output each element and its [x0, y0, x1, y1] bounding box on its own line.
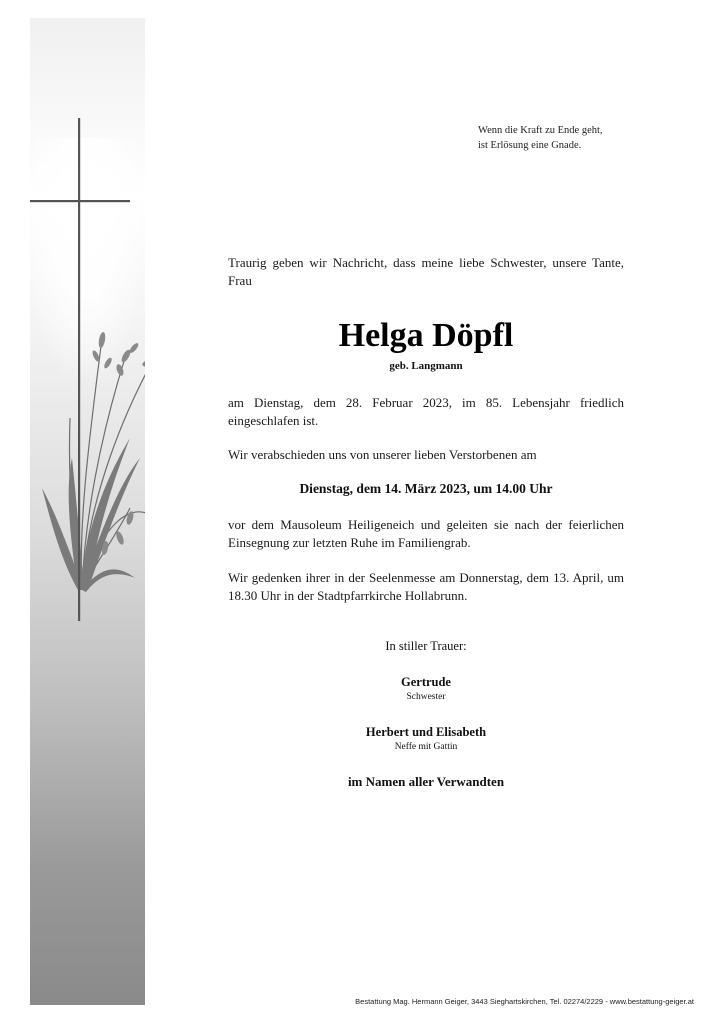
motto	[478, 123, 678, 153]
mourner-relation: Neffe mit Gattin	[394, 742, 458, 752]
maiden-name: geb. Langmann	[389, 360, 463, 372]
motto-line-2: ist Erlösung eine Gnade.	[478, 140, 582, 151]
relatives-line: im Namen aller Verwandten	[347, 774, 505, 789]
ceremony-text: vor dem Mausoleum Heiligeneich und geleiten sie nach der feierlichen Einsegnung zur letzten Ruhe im Familiengrab.	[228, 517, 624, 550]
grass-icon	[42, 332, 145, 592]
cross-icon	[30, 18, 145, 1005]
funeral-date: Dienstag, dem 14. März 2023, um 14.00 Uhr	[299, 481, 553, 496]
death-notice-text: am Dienstag, dem 28. Februar 2023, im 85. Lebensjahr friedlich eingeschlafen ist.	[228, 395, 624, 428]
deceased-name: Helga Döpfl	[338, 317, 514, 354]
mourner-name: Herbert und Elisabeth	[365, 725, 487, 739]
mourning-label: In stiller Trauer:	[385, 639, 467, 653]
decorative-side-band	[30, 18, 145, 1005]
footer-imprint: Bestattung Mag. Hermann Geiger, 3443 Sieghartskirchen, Tel. 02274/2229 - www.bestattung-geiger.at	[355, 997, 694, 1006]
motto-line-1: Wenn die Kraft zu Ende geht,	[478, 125, 603, 136]
mourner-relation: Schwester	[406, 692, 446, 702]
mourner-name: Gertrude	[401, 675, 451, 689]
intro-text: Traurig geben wir Nachricht, dass meine liebe Schwester, unsere Tante, Frau	[228, 255, 624, 288]
farewell-text: Wir verabschieden uns von unserer lieben Verstorbenen am	[228, 447, 537, 462]
mass-text: Wir gedenken ihrer in der Seelenmesse am Donnerstag, dem 13. April, um 18.30 Uhr in der Stadtpfarrkirche Hollabrunn.	[228, 570, 624, 603]
